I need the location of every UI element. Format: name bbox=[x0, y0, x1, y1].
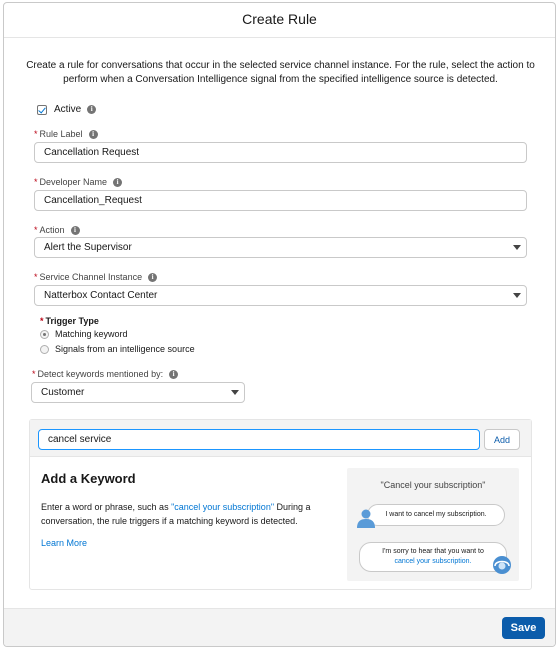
required-marker: * bbox=[34, 272, 38, 282]
action-value: Alert the Supervisor bbox=[44, 242, 132, 253]
service-channel-text: Service Channel Instance bbox=[39, 272, 143, 282]
service-channel-label bbox=[34, 272, 157, 282]
trigger-option-matching-keyword[interactable] bbox=[40, 329, 128, 339]
agent-message-highlight: cancel your subscription. bbox=[394, 558, 472, 565]
keyword-panel bbox=[29, 419, 532, 590]
info-icon[interactable]: i bbox=[87, 105, 96, 114]
trigger-type-title bbox=[40, 316, 99, 326]
info-icon[interactable]: i bbox=[89, 130, 98, 139]
active-checkbox[interactable] bbox=[37, 105, 47, 115]
keyword-heading: Add a Keyword bbox=[41, 471, 136, 486]
developer-name-label bbox=[34, 177, 122, 187]
detect-keywords-text: Detect keywords mentioned by: bbox=[37, 369, 164, 379]
action-select[interactable] bbox=[34, 237, 527, 258]
person-icon bbox=[355, 507, 377, 529]
info-icon[interactable]: i bbox=[113, 178, 122, 187]
keyword-description bbox=[41, 500, 326, 528]
service-channel-value: Natterbox Contact Center bbox=[44, 290, 158, 301]
rule-label-text: Rule Label bbox=[39, 129, 83, 139]
save-button[interactable]: Save bbox=[502, 617, 545, 639]
modal-footer bbox=[4, 608, 555, 646]
chevron-down-icon bbox=[513, 293, 521, 298]
trigger-type-text: Trigger Type bbox=[45, 316, 99, 326]
create-rule-modal bbox=[3, 2, 556, 647]
radio-label: Matching keyword bbox=[55, 329, 128, 339]
detect-keywords-label bbox=[32, 369, 178, 379]
detect-keywords-select[interactable] bbox=[31, 382, 245, 403]
info-icon[interactable]: i bbox=[71, 226, 80, 235]
radio-button[interactable] bbox=[40, 345, 49, 354]
learn-more-link[interactable]: Learn More bbox=[41, 538, 88, 548]
action-label bbox=[34, 225, 80, 235]
trigger-option-intelligence-source[interactable] bbox=[40, 344, 195, 354]
keyword-input[interactable] bbox=[38, 429, 480, 450]
agent-message-part: I'm sorry to hear that you want to bbox=[382, 548, 484, 555]
info-icon[interactable]: i bbox=[148, 273, 157, 282]
agent-message-bubble bbox=[359, 542, 507, 572]
chevron-down-icon bbox=[231, 390, 239, 395]
customer-message-bubble: I want to cancel my subscription. bbox=[367, 504, 505, 526]
service-channel-select[interactable] bbox=[34, 285, 527, 306]
chevron-down-icon bbox=[513, 245, 521, 250]
desc-example-link: "cancel your subscription" bbox=[171, 502, 275, 512]
developer-name-text: Developer Name bbox=[39, 177, 108, 187]
modal-title: Create Rule bbox=[242, 11, 317, 27]
rule-label-label bbox=[34, 129, 98, 139]
required-marker: * bbox=[34, 177, 38, 187]
required-marker: * bbox=[32, 369, 36, 379]
agent-message-text bbox=[374, 547, 492, 567]
radio-label: Signals from an intelligence source bbox=[55, 344, 195, 354]
agent-icon bbox=[491, 554, 513, 576]
required-marker: * bbox=[34, 225, 38, 235]
intro-text: Create a rule for conversations that occur in the selected service channel instance. For the rule, select the action to perform when a Conversation Intelligence signal from the specified intelligence source is detected. bbox=[26, 60, 535, 85]
add-keyword-button[interactable]: Add bbox=[484, 429, 520, 450]
rule-label-input[interactable] bbox=[34, 142, 527, 163]
keyword-illustration bbox=[347, 468, 519, 581]
required-marker: * bbox=[40, 316, 44, 326]
developer-name-input[interactable] bbox=[34, 190, 527, 211]
required-marker: * bbox=[34, 129, 38, 139]
desc-text: Enter a word or phrase, such as bbox=[41, 502, 172, 512]
active-checkbox-row[interactable] bbox=[37, 104, 96, 115]
active-label: Active bbox=[54, 104, 82, 115]
info-icon[interactable]: i bbox=[169, 370, 178, 379]
desc-text: During a conversation, the rule triggers if a matching keyword is detected. bbox=[41, 502, 311, 526]
modal-header bbox=[4, 3, 555, 38]
keyword-input-bar bbox=[30, 420, 531, 457]
detect-keywords-value: Customer bbox=[41, 387, 85, 398]
illustration-quote: "Cancel your subscription" bbox=[380, 480, 486, 490]
action-text: Action bbox=[39, 225, 65, 235]
radio-button[interactable] bbox=[40, 330, 49, 339]
